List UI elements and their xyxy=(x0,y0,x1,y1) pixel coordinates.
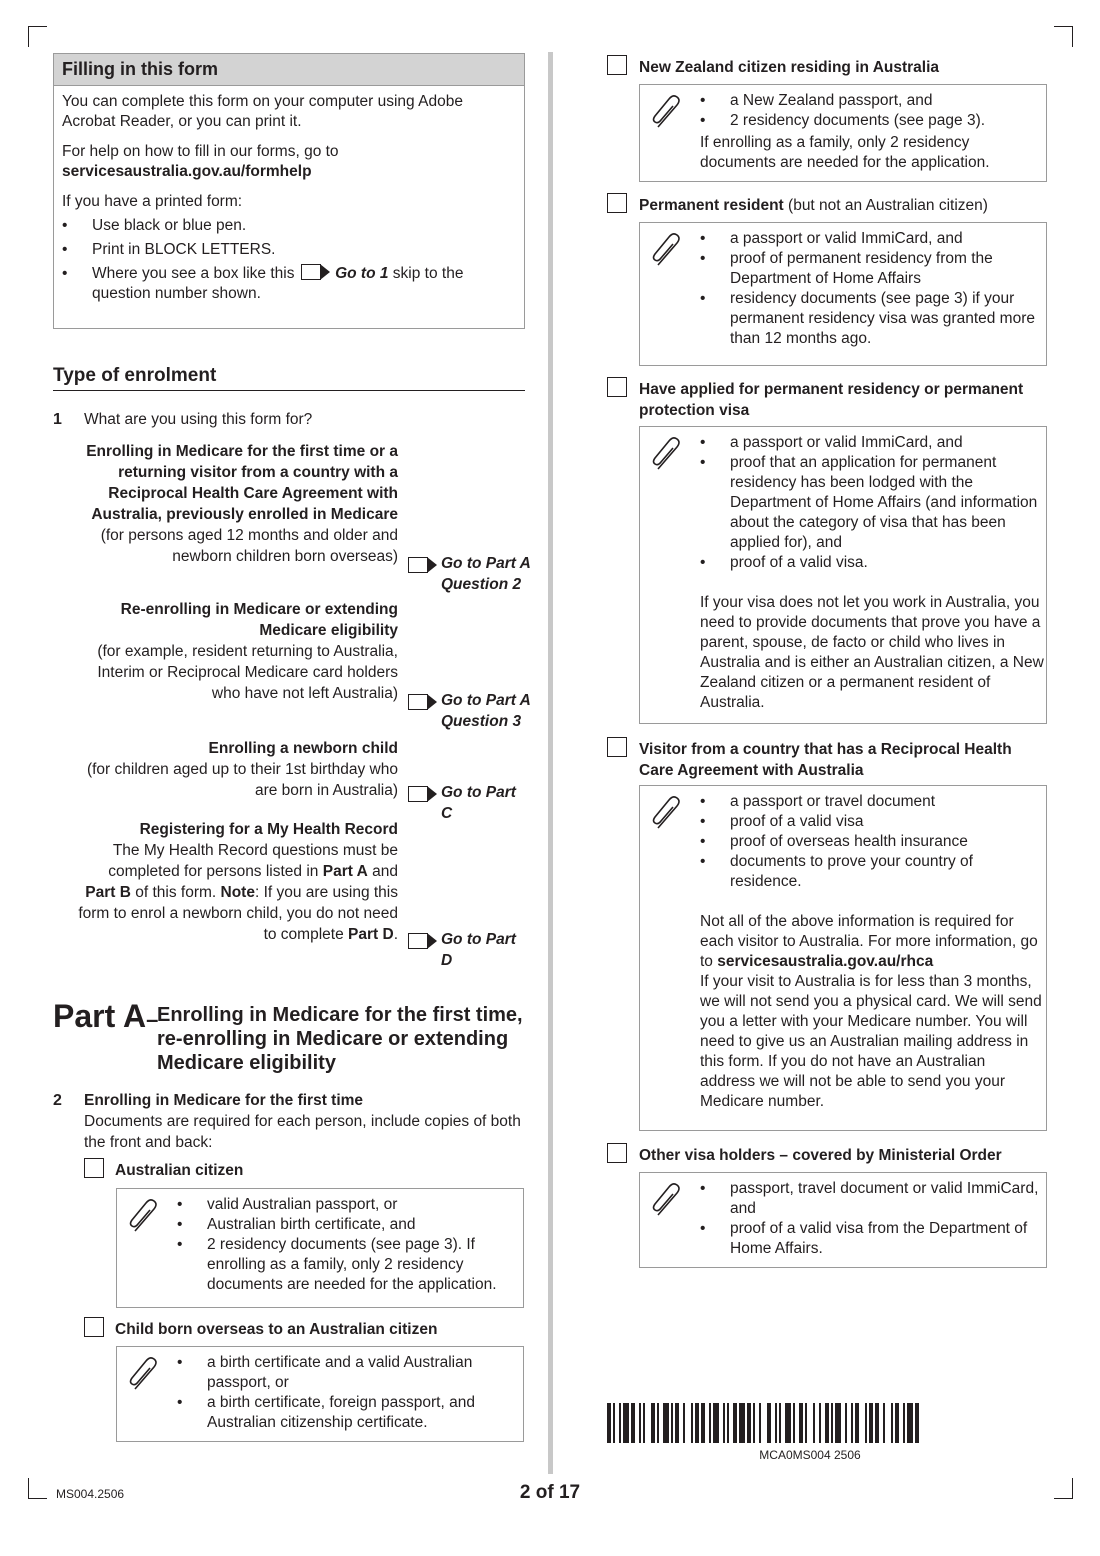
crop-mark-top-left xyxy=(28,26,47,47)
crop-mark-bottom-left xyxy=(28,1478,47,1499)
formhelp-link[interactable]: servicesaustralia.gov.au/formhelp xyxy=(62,163,312,180)
form-code: MS004.2506 xyxy=(56,1487,125,1501)
nz-citizen-label: New Zealand citizen residing in Australia xyxy=(639,59,940,76)
paperclip-icon xyxy=(127,1355,161,1393)
part-a-label: Part A– xyxy=(53,998,159,1034)
doc-item: • proof of a valid visa from the Department of Home Affairs. xyxy=(700,1219,1040,1259)
column-divider xyxy=(548,52,553,1474)
doc-item: • a birth certificate, foreign passport, and Australian citizenship certificate. xyxy=(177,1393,517,1433)
filling-intro: You can complete this form on your computer using Adobe Acrobat Reader, or you can print it. xyxy=(62,93,463,130)
doc-item: • proof of a valid visa. xyxy=(700,553,1040,573)
australian-citizen-checkbox[interactable] xyxy=(84,1158,104,1178)
option-re-enrolling: Re-enrolling in Medicare or extending Medicare eligibility (for example, resident returning to Australia, Interim or Reciprocal Medicare card holders who have not left Australia) xyxy=(97,601,398,702)
doc-item: • a passport or valid ImmiCard, and xyxy=(700,229,1040,249)
part-a-title: Enrolling in Medicare for the first time, re-enrolling in Medicare or extending Medicare eligibility xyxy=(157,1004,523,1074)
doc-note: If your visa does not let you work in Australia, you need to provide documents that prove you have a parent, spouse, de facto or child who lives in Australia and is either an Australian citizen, a New Zealand citizen or a permanent resident of Australia. xyxy=(700,594,1044,711)
option-my-health-record: Registering for a My Health Record The My Health Record questions must be completed for persons listed in Part A and Part B of this form. Note: If you are using this form to enrol a newborn child, you do not need to complete Part D. xyxy=(78,821,398,943)
filling-help: For help on how to fill in our forms, go to servicesaustralia.gov.au/formhelp xyxy=(62,143,339,180)
filling-box-title: Filling in this form xyxy=(54,54,524,86)
barcode-image xyxy=(607,1403,1013,1443)
doc-item: • documents to prove your country of residence. xyxy=(700,852,1040,892)
type-of-enrolment-heading: Type of enrolment xyxy=(53,364,525,391)
doc-item: • a passport or valid ImmiCard, and xyxy=(700,433,1040,453)
doc-note: Not all of the above information is required for each visitor to Australia. For more information, go to servicesaustralia.gov.au/rhca If your visit to Australia is for less than 3 months, we will not send you a physical card. We will send you a letter with your Medicare number. You will need to give us an Australian mailing address in this form. If you do not have an Australian address we will not be able to send you your Medicare number. xyxy=(700,913,1042,1110)
paperclip-icon xyxy=(650,93,684,131)
doc-item: • a passport or travel document xyxy=(700,792,1040,812)
permanent-resident-checkbox[interactable] xyxy=(607,193,627,213)
paperclip-icon xyxy=(127,1197,161,1235)
nz-citizen-docs xyxy=(639,84,1047,182)
visitor-rhca-label: Visitor from a country that has a Reciprocal Health Care Agreement with Australia xyxy=(639,741,1012,779)
visitor-rhca-checkbox[interactable] xyxy=(607,737,627,757)
doc-item: • 2 residency documents (see page 3). xyxy=(700,111,1040,131)
paperclip-icon xyxy=(650,435,684,473)
question-1-text: What are you using this form for? xyxy=(84,411,313,428)
question-1-number: 1 xyxy=(53,411,62,428)
paperclip-icon xyxy=(650,794,684,832)
option-enrolling-first-time: Enrolling in Medicare for the first time or a returning visitor from a country with a Reciprocal Health Care Agreement with Australia, previously enrolled in Medicare (for persons aged 12 months and older and newborn children born overseas) xyxy=(86,443,398,565)
crop-mark-top-right xyxy=(1054,26,1073,47)
doc-item: • residency documents (see page 3) if your permanent residency visa was granted more than 12 months ago. xyxy=(700,289,1040,349)
filling-printed: If you have a printed form: xyxy=(62,193,243,210)
option-4-goto: Go to Part D xyxy=(441,931,516,969)
barcode-text: MCA0MS004 2506 xyxy=(759,1448,861,1462)
rhca-link[interactable]: servicesaustralia.gov.au/rhca xyxy=(717,953,934,970)
doc-item: • valid Australian passport, or xyxy=(177,1195,517,1215)
australian-citizen-docs xyxy=(116,1188,524,1308)
option-3-goto: Go to Part C xyxy=(441,784,516,822)
applied-pr-checkbox[interactable] xyxy=(607,377,627,397)
other-visa-docs xyxy=(639,1172,1047,1268)
paperclip-icon xyxy=(650,1181,684,1219)
question-2-body: Enrolling in Medicare for the first time Documents are required for each person, include copies of both the front and back: xyxy=(84,1092,521,1151)
page-number: 2 of 17 xyxy=(519,1482,581,1503)
other-visa-label: Other visa holders – covered by Ministerial Order xyxy=(639,1147,1002,1164)
filling-bullet-skip: • Where you see a box like this Go to 1 skip to the question number shown. xyxy=(62,264,516,304)
permanent-resident-docs xyxy=(639,222,1047,366)
crop-mark-bottom-right xyxy=(1054,1478,1073,1499)
filling-bullet-letters: • Print in BLOCK LETTERS. xyxy=(62,240,516,260)
doc-item: • a birth certificate and a valid Australian passport, or xyxy=(177,1353,517,1393)
applied-pr-label: Have applied for permanent residency or permanent protection visa xyxy=(639,381,1024,419)
option-2-checkbox[interactable] xyxy=(408,694,428,710)
paperclip-icon xyxy=(650,231,684,269)
doc-item: • a New Zealand passport, and xyxy=(700,91,1040,111)
filling-bullet-pen: • Use black or blue pen. xyxy=(62,216,516,236)
doc-item: • proof of overseas health insurance xyxy=(700,832,1040,852)
option-1-checkbox[interactable] xyxy=(408,557,428,573)
child-overseas-label: Child born overseas to an Australian citizen xyxy=(115,1321,438,1338)
filling-in-form-box xyxy=(53,53,525,329)
option-3-checkbox[interactable] xyxy=(408,786,428,802)
nz-citizen-checkbox[interactable] xyxy=(607,55,627,75)
doc-item: • 2 residency documents (see page 3). If enrolling as a family, only 2 residency documents are needed for the application. xyxy=(177,1235,517,1295)
question-2-number: 2 xyxy=(53,1092,62,1109)
option-4-checkbox[interactable] xyxy=(408,933,428,949)
doc-item: • proof that an application for permanent residency has been lodged with the Department of Home Affairs (and information about the category of visa that has been applied for), and xyxy=(700,453,1040,553)
skip-arrow-icon xyxy=(299,264,331,280)
doc-item: • passport, travel document or valid ImmiCard, and xyxy=(700,1179,1040,1219)
doc-item: • proof of a valid visa xyxy=(700,812,1040,832)
option-2-goto: Go to Part A Question 3 xyxy=(441,692,531,730)
doc-note: If enrolling as a family, only 2 residency documents are needed for the application. xyxy=(700,134,990,171)
doc-item: • Australian birth certificate, and xyxy=(177,1215,517,1235)
option-newborn-child: Enrolling a newborn child (for children aged up to their 1st birthday who are born in Australia) xyxy=(86,740,398,799)
child-overseas-checkbox[interactable] xyxy=(84,1317,104,1337)
permanent-resident-label: Permanent resident (but not an Australian citizen) xyxy=(639,197,988,214)
other-visa-checkbox[interactable] xyxy=(607,1143,627,1163)
australian-citizen-label: Australian citizen xyxy=(115,1162,244,1179)
child-overseas-docs xyxy=(116,1346,524,1442)
option-1-goto: Go to Part A Question 2 xyxy=(441,555,531,593)
visitor-rhca-docs xyxy=(639,785,1047,1131)
applied-pr-docs xyxy=(639,426,1047,724)
filling-box-body xyxy=(54,86,524,304)
doc-item: • proof of permanent residency from the Department of Home Affairs xyxy=(700,249,1040,289)
